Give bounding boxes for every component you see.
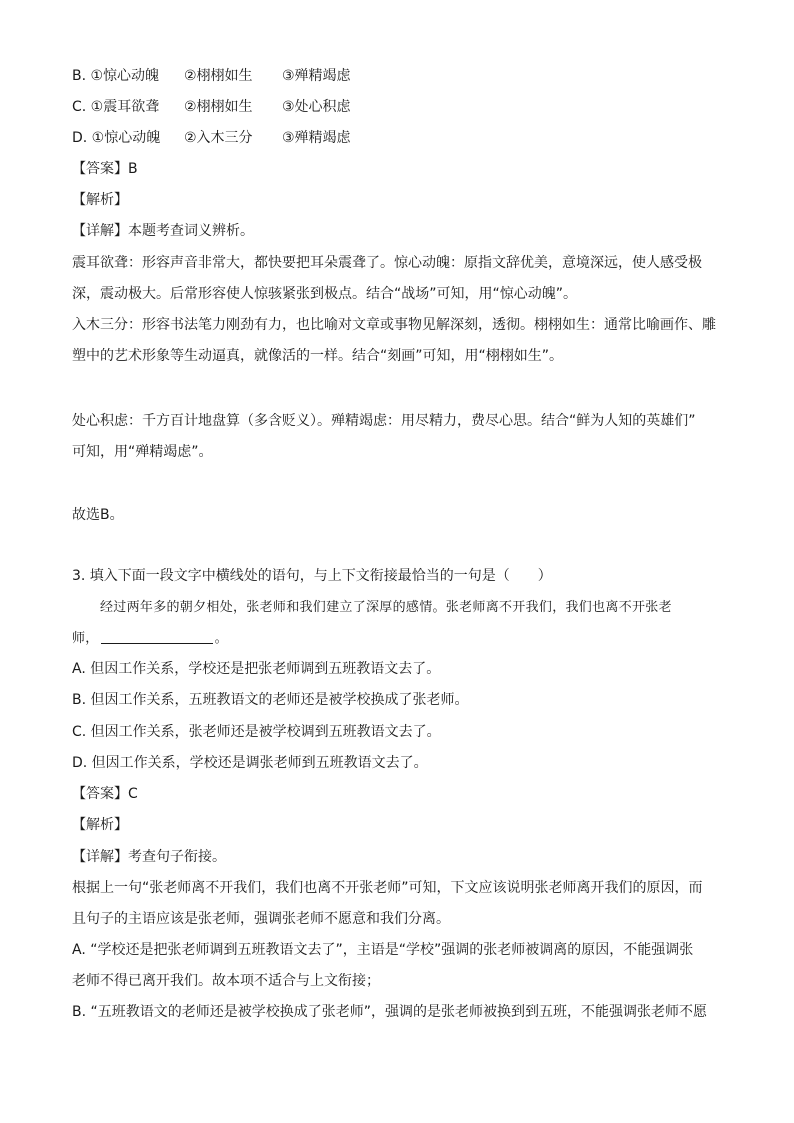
passage-line: 经过两年多的朝夕相处，张老师和我们建立了深厚的感情。张老师离不开我们，我们也离不开张老 [100,600,672,615]
option-c: C. 但因工作关系，张老师还是被学校调到五班教语文去了。 [72,724,441,740]
option-b: B. 但因工作关系，五班教语文的老师还是被学校换成了张老师。 [72,692,469,708]
explanation-line: 处心积虑：千方百计地盘算（多含贬义）。殚精竭虑：用尽精力，费尽心思。结合“鲜为人知的英雄们” [72,413,696,429]
explanation-line: 老师不得已离开我们。故本项不适合与上文衔接； [72,973,380,989]
answer-label: 【答案】B [72,161,138,177]
option-a: A. 但因工作关系，学校还是把张老师调到五班教语文去了。 [72,661,441,677]
fill-in-blank [101,629,213,644]
option-c: C. ①震耳欲聋 ②栩栩如生 ③处心积虑 [72,99,351,115]
explanation-line: A. “学校还是把张老师调到五班教语文去了”，主语是“学校”强调的张老师被调离的原因，不能强调张 [72,942,694,958]
explanation-line: 入木三分：形容书法笔力刚劲有力，也比喻对文章或事物见解深刻，透彻。栩栩如生：通常比喻画作、雕 [72,317,716,333]
explanation-line: 且句子的主语应该是张老师，强调张老师不愿意和我们分离。 [72,911,450,927]
explanation-line: 塑中的艺术形象等生动逼真，就像活的一样。结合“刻画”可知，用“栩栩如生”。 [72,348,564,364]
explanation-line: 深，震动极大。后常形容使人惊骇紧张到极点。结合“战场”可知，用“惊心动魄”。 [72,286,578,302]
explanation-line: 根据上一句“张老师离不开我们，我们也离不开张老师”可知，下文应该说明张老师离开我们的原因，而 [72,880,703,896]
passage-line: 师， 。 [72,631,228,646]
option-b: B. ①惊心动魄 ②栩栩如生 ③殚精竭虑 [72,68,351,84]
explanation-line: 可知，用“殚精竭虑”。 [72,444,213,460]
answer-label: 【答案】C [72,786,138,802]
explanation-line: 震耳欲聋：形容声音非常大，都快要把耳朵震聋了。惊心动魄：原指文辞优美，意境深远，使人感受极 [72,255,702,271]
conclusion: 故选B。 [72,507,124,523]
analysis-label: 【解析】 [72,817,128,833]
detail-label: 【详解】考查句子衔接。 [72,849,226,865]
option-d: D. 但因工作关系，学校还是调张老师到五班教语文去了。 [72,755,428,771]
explanation-line: B. “五班教语文的老师还是被学校换成了张老师”，强调的是张老师被换到到五班，不能强调张老师不愿 [72,1004,708,1020]
detail-label: 【详解】本题考查词义辨析。 [72,223,254,239]
option-d: D. ①惊心动魄 ②入木三分 ③殚精竭虑 [72,130,351,146]
question-stem: 3. 填入下面一段文字中横线处的语句，与上下文衔接最恰当的一句是（ ） [72,568,552,584]
analysis-label: 【解析】 [72,192,128,208]
